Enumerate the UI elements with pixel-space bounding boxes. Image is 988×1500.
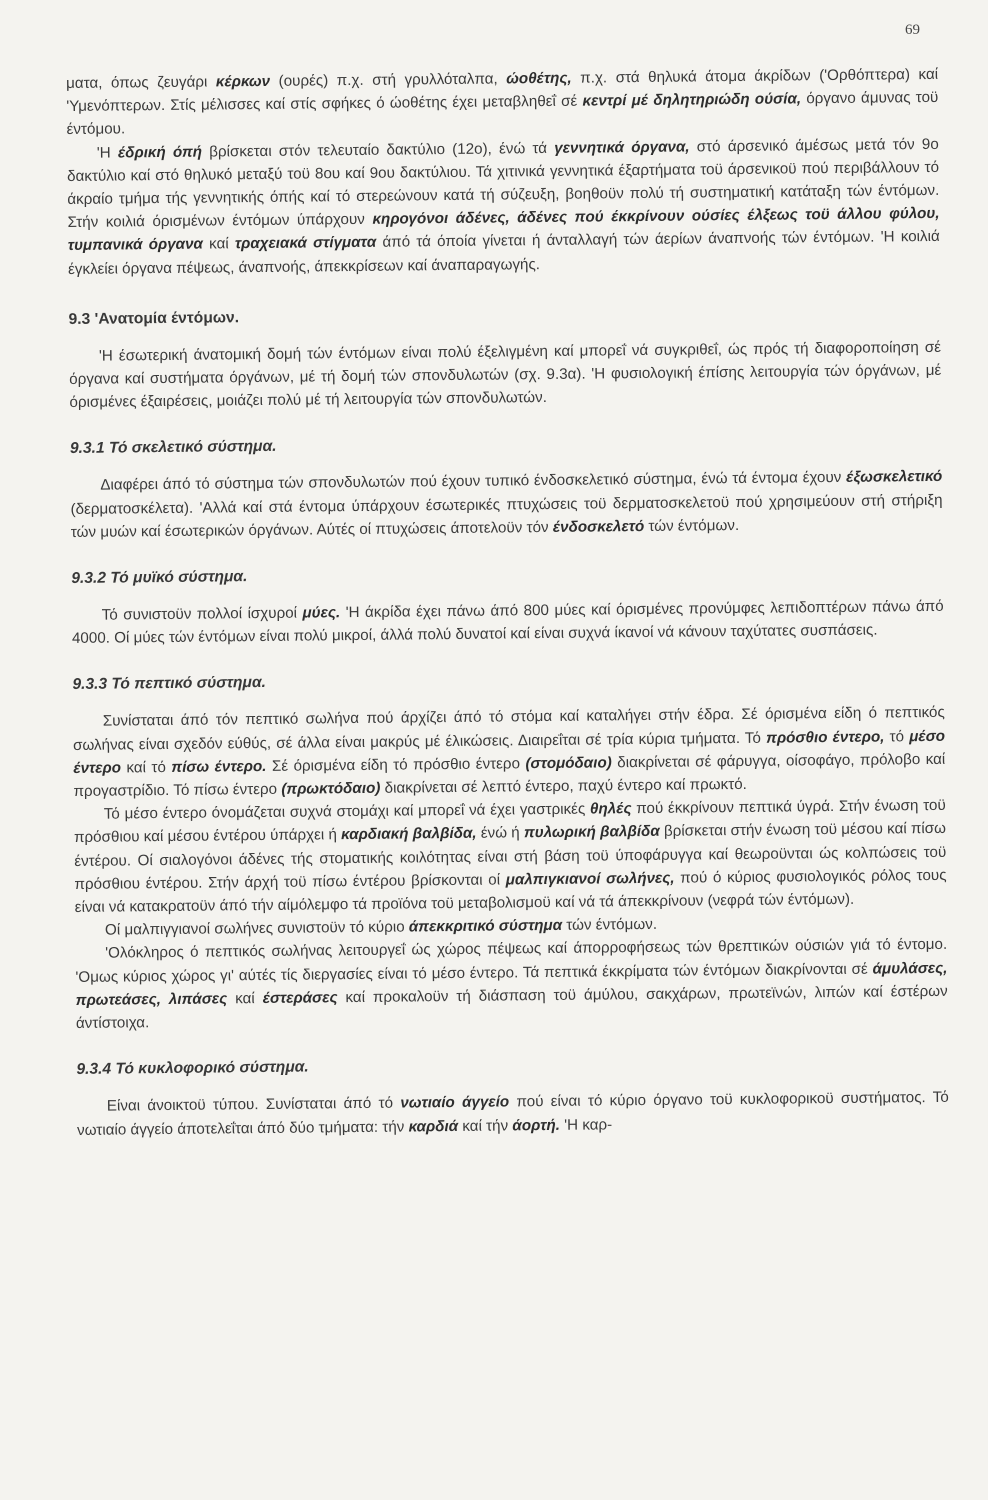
paragraph [67,132,940,280]
text-run: στό άρσενικό άμέσως μετά τόν 9ο δακτύλιο καί στό θηλυκό μεταξύ τοϋ 8ου καί 9ου δακτύλιου. Τά χιτινικά γεννητικά έξαρτήματα τοϋ άρσενικοϋ πού περιβάλλουν τό άκραίο τμήμα τής γεννητικής όπής καί τό στερεώνουν κατά τή σύζευξη, βοηθοϋν πολύ τή συστηματική κατάταξη τών έντόμων. Στήν κοιλιά όρισμένων έντόμων ύπάρχουν [67,135,940,232]
text-run: (δερματοσκέλετα). 'Αλλά καί στά έντομα ύπάρχουν έσωτερικές πτυχώσεις τοϋ δερματοσκελετοϋ πού χρησιμεύουν στή στήριξη τών μυών καί έσωτερικών όργάνων. Αύτές οί πτυχώσεις άποτελοϋν τόν [70,491,943,541]
text-run: 'Ολόκληρος ό πεπτικός σωλήνας λειτουργεΐ ώς χώρος πέψεως καί άπορροφήσεως τών θρεπτικών ούσιών γιά τό έντομο. 'Ομως κύριος χώρος γι' αύτές τίς διεργασίες είναι τό μέσο έντερο. Τά πεπτικά έκκρίματα τών έντόμων διακρίνονται σέ [75,936,948,986]
term: κεντρί μέ δηλητηριώδη ούσία, [582,90,802,110]
page-number: 69 [905,22,920,38]
text-run: 'Η καρ- [559,1115,613,1134]
text-run: άπό τά όποία γίνεται ή άνταλλαγή τών άερίων άναπνοής τών έντόμων. 'Η κοιλιά έγκλείει όργανα πέψεως, άναπνοής, άπεκκρίσεων καί άναπαραγωγής. [67,228,940,278]
paragraph [69,336,942,415]
term: (στομόδαιο) [525,754,612,773]
term: (πρωκτόδαιο) [281,779,381,798]
text-run: Τό συνιστοϋν πολλοί ίσχυροί [101,604,303,624]
term: ώοθέτης, [506,69,572,88]
term: ένδοσκελετό [552,517,645,536]
text-run: τό [884,727,910,746]
paragraph [72,595,944,651]
text-run: πού έκκρίνουν πεπτικά ύγρά. Στήν ένωση τοϋ πρόσθιου καί μέσου έντέρου ύπάρχει ή [73,797,946,847]
paragraph [73,701,946,803]
text-run: καί [227,989,263,1008]
text-run: ματα, όπως ζευγάρι [66,73,216,92]
term: πρόσθιο έντερο, [766,728,885,747]
text-run: Σέ όρισμένα είδη τό πρόσθιο έντερο [266,755,526,775]
term: άμυλάσες, πρωτεάσες, λιπάσες [75,959,948,1009]
text-run: τών έντόμων. [644,516,740,535]
term: μαλπιγκιανοί σωλήνες, [505,869,675,889]
text-run: διακρίνεται σέ φάρυγγα, οίσοφάγο, πρόλοβο καί προγαστρίδιο. Τό πίσω έντερο [73,750,946,801]
term: μέσο έντερο [73,727,946,777]
term: έστεράσες [262,989,338,1007]
section-heading-9-3-1: 9.3.1 Τό σκελετικό σύστημα. [69,438,277,458]
text-run: (ουρές) π.χ. στή γρυλλόταλπα, [269,70,507,90]
text-run: καί [202,235,235,253]
paragraph [66,63,939,142]
text-run: καί τήν [458,1116,513,1135]
section-heading-9-3-4: 9.3.4 Τό κυκλοφορικό σύστημα. [76,1058,309,1079]
paragraph [75,933,948,1035]
text-run: Είναι άνοικτοϋ τύπου. Συνίσταται άπό τό [106,1094,401,1115]
text-run: 'Η έσωτερική άνατομική δομή τών έντόμων είναι πολύ έξελιγμένη καί μπορεΐ νά συγκριθεΐ, ώς πρός τή διαφοροποίηση σέ όργανα καί συστήματα όργάνων, μέ τή δομή τών σπονδυλωτών (σχ. 9.3α). 'Η φυσιολογική έπίσης λειτουργία τών όργάνων, μέ όρισμένες έξαιρέσεις, μοιάζει πολύ μέ τή λειτουργία τών σπονδυλωτών. [69,338,942,412]
term: κέρκων [215,72,271,91]
term: θηλές [589,800,632,818]
text-run: πού είναι τό κύριο όργανο τοϋ κυκλοφορικοϋ συστήματος. Τό νωτιαίο άγγείο άποτελεΐται άπό δύο τμήματα: τήν [76,1089,949,1139]
term: τραχειακά στίγματα [234,234,377,253]
text-run: Τό μέσο έντερο όνομάζεται συχνά στομάχι καί μπορεΐ νά έχει γαστρικές [103,800,591,823]
page-content [66,63,949,1142]
text-run: όργανο άμυνας τοϋ έντόμου. [66,89,939,139]
term: κηρογόνοι άδένες, άδένες πού έκκρίνουν ούσίες έλξεως τοϋ άλλου φύλου, τυμπανικά όργανα [67,205,940,255]
text-run: Οί μαλπιγγιανοί σωλήνες συνιστοϋν τό κύριο [104,918,409,939]
text-run: Συνίσταται άπό τόν πεπτικό σωλήνα πού άρχίζει άπό τό στόμα καί καταλήγει στήν έδρα. Σέ όρισμένα είδη ό πεπτικός σωλήνας είναι σχεδόν εύθύς, σέ άλλα είναι μακρύς μέ έλικώσεις. Διαιρεΐται σέ τρία κύρια τμήματα. Τό [72,704,945,754]
text-run: βρίσκεται στόν τελευταίο δακτύλιο (12ο), ένώ τά [201,139,555,161]
term: έδρική όπή [117,143,203,162]
text-run: π.χ. στά θηλυκά άτομα άκρίδων ('Ορθόπτερα) καί 'Υμενόπτερων. Στίς μέλισσες καί στίς σφήκες ό ώοθέτης έχει μεταβληθεΐ σέ [66,65,939,116]
term: νωτιαίο άγγείο [400,1093,510,1112]
term: έξωσκελετικό [846,468,943,487]
section-heading-9-3: 9.3 'Ανατομία έντόμων. [68,309,240,328]
text-run: πού ό κύριος φυσιολογικός ρόλος τους είναι νά κατακρατοϋν άπό τήν αίμόλεμφο τά προϊόνα τοϋ μεταβολισμοϋ καί νά τά άπεκκρίνουν (νεφρά τών έντόμων). [74,866,947,917]
text-run: καί προκαλοϋν τή διάσπαση τοϋ άμύλου, σακχάρων, πρωτεϊνών, λιπών καί έστέρων άντίστοιχα. [75,982,948,1033]
text-run: 'Η [96,144,118,162]
text-run: βρίσκεται στήν ένωση τοϋ μέσου καί πίσω έντέρου. Οί σιαλογόνοι άδένες τής στοματικής κοιλότητας είναι στή βάση τοϋ ύποφάρυγγα καί θεωροϋνται ώς κολπώσεις τοϋ πρόσθιου έντέρου. Στήν άρχή τοϋ πίσω έντέρου βρίσκονται οί [74,820,947,893]
section-heading-9-3-2: 9.3.2 Τό μυϊκό σύστημα. [71,568,248,588]
text-run: τών έντόμων. [562,916,658,935]
paragraph [74,794,947,919]
section-heading-9-3-3: 9.3.3 Τό πεπτικό σύστημα. [72,674,266,694]
term: άπεκκριτικό σύστημα [408,917,563,936]
term: άορτή. [512,1116,561,1134]
term: γεννητικά όργανα, [554,138,690,157]
term: καρδιά [408,1117,459,1135]
text-run: καί τό [120,758,172,777]
term: μύες. [302,604,341,622]
text-run: 'Η άκρίδα έχει πάνω άπό 800 μύες καί όρισμένες προνύμφες λεπιδοπτέρων πάνω άπό 4000. Οί μύες τών έντόμων είναι πολύ μικροί, άλλά πολύ δυνατοί καί είναι συχνά ίκανοί νά κάνουν ταχύτατες συσπάσεις. [71,597,944,648]
term: πίσω έντερο. [171,757,267,776]
paragraph [77,1086,949,1142]
term: πυλωρική βαλβίδα [523,823,660,842]
text-run: ένώ ή [476,824,525,843]
text-run: Διαφέρει άπό τό σύστημα τών σπονδυλωτών πού έχουν τυπικό ένδοσκελετικό σύστημα, ένώ τά έντομα έχουν [100,469,847,495]
paragraph [70,465,943,544]
text-run: διακρίνεται σέ λεπτό έντερο, παχύ έντερο καί πρωκτό. [380,775,747,797]
term: καρδιακή βαλβίδα, [341,825,477,844]
